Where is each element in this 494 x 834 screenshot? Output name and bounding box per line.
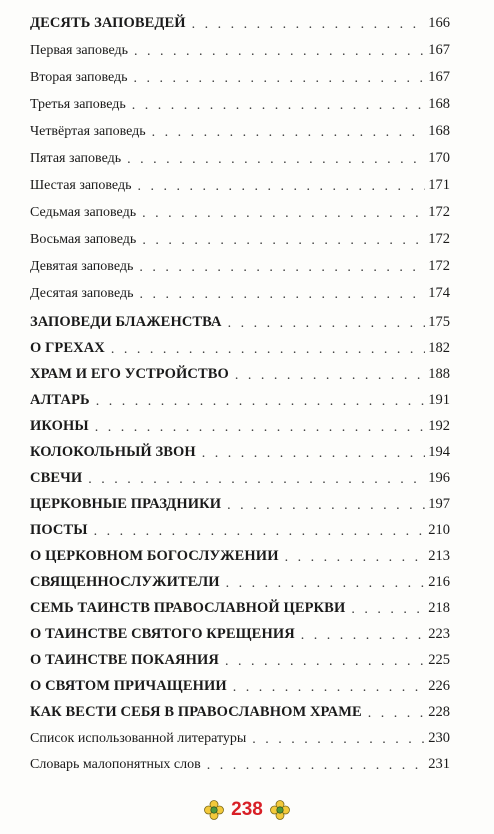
toc-entry-title: О ТАИНСТВЕ ПОКАЯНИЯ bbox=[30, 652, 219, 668]
toc-entry bbox=[30, 491, 450, 513]
toc-entry bbox=[30, 569, 450, 591]
toc-entry-page: 168 bbox=[428, 96, 450, 112]
toc-entry-page: 188 bbox=[428, 366, 450, 382]
toc-entry-page: 191 bbox=[428, 392, 450, 408]
toc-entry-page: 230 bbox=[428, 730, 450, 746]
toc-entry bbox=[30, 465, 450, 487]
toc-entry-page: 167 bbox=[428, 42, 450, 58]
toc-entry bbox=[30, 413, 450, 435]
dot-leader bbox=[233, 681, 426, 695]
toc-entry-title: КАК ВЕСТИ СЕБЯ В ПРАВОСЛАВНОМ ХРАМЕ bbox=[30, 704, 362, 720]
dot-leader bbox=[94, 525, 426, 539]
dot-leader bbox=[152, 126, 426, 140]
toc-entry-page: 216 bbox=[428, 574, 450, 590]
toc-entry bbox=[30, 699, 450, 721]
dot-leader bbox=[225, 655, 425, 669]
toc-entry-title: ПОСТЫ bbox=[30, 522, 88, 538]
dot-leader bbox=[127, 153, 425, 167]
page-number: 238 bbox=[231, 799, 263, 820]
toc-entry-title: КОЛОКОЛЬНЫЙ ЗВОН bbox=[30, 444, 196, 460]
toc-entry-page: 166 bbox=[428, 15, 450, 31]
toc-entry-title: Восьмая заповедь bbox=[30, 232, 137, 247]
toc-entry-page: 228 bbox=[428, 704, 450, 720]
toc-entry-title: АЛТАРЬ bbox=[30, 392, 90, 408]
toc-entry-page: 182 bbox=[428, 340, 450, 356]
toc-entry-title: ИКОНЫ bbox=[30, 418, 89, 434]
toc-entry-title: Первая заповедь bbox=[30, 43, 129, 58]
toc-entry-title: Пятая заповедь bbox=[30, 151, 122, 166]
toc-entry-title: СВЕЧИ bbox=[30, 470, 83, 486]
toc-entry bbox=[30, 309, 450, 331]
toc-entry-title: Шестая заповедь bbox=[30, 178, 132, 193]
toc-entry-page: 170 bbox=[428, 150, 450, 166]
toc-entry-page: 175 bbox=[428, 314, 450, 330]
toc-entry-title: Третья заповедь bbox=[30, 97, 126, 112]
toc-entry-page: 231 bbox=[428, 756, 450, 772]
toc-entry-page: 171 bbox=[428, 177, 450, 193]
dot-leader bbox=[140, 288, 426, 302]
toc-entry-title: ЦЕРКОВНЫЕ ПРАЗДНИКИ bbox=[30, 496, 222, 512]
toc-entry bbox=[30, 199, 450, 221]
toc-entry-title: ДЕСЯТЬ ЗАПОВЕДЕЙ bbox=[30, 15, 186, 31]
toc-entry-title: О ЦЕРКОВНОМ БОГОСЛУЖЕНИИ bbox=[30, 548, 279, 564]
toc-entry-page: 172 bbox=[428, 258, 450, 274]
dot-leader bbox=[137, 180, 425, 194]
toc-entry bbox=[30, 280, 450, 302]
flower-icon bbox=[269, 799, 291, 821]
dot-leader bbox=[235, 369, 425, 383]
toc-entry bbox=[30, 751, 450, 773]
toc-entry-title: СВЯЩЕННОСЛУЖИТЕЛИ bbox=[30, 574, 220, 590]
toc-entry-title: Десятая заповедь bbox=[30, 286, 134, 301]
toc-entry bbox=[30, 543, 450, 565]
dot-leader bbox=[134, 45, 425, 59]
toc-entry bbox=[30, 10, 450, 32]
toc-entry bbox=[30, 145, 450, 167]
toc-entry-title: ЗАПОВЕДИ БЛАЖЕНСТВА bbox=[30, 314, 222, 330]
toc-entry-page: 192 bbox=[428, 418, 450, 434]
toc-entry-page: 210 bbox=[428, 522, 450, 538]
dot-leader bbox=[132, 99, 425, 113]
toc-entry bbox=[30, 172, 450, 194]
dot-leader bbox=[351, 603, 425, 617]
toc-entry-title: Четвёртая заповедь bbox=[30, 124, 146, 139]
dot-leader bbox=[95, 421, 426, 435]
dot-leader bbox=[142, 207, 425, 221]
toc-entry-page: 223 bbox=[428, 626, 450, 642]
toc-entry bbox=[30, 361, 450, 383]
toc-entry bbox=[30, 335, 450, 357]
toc-entry-page: 213 bbox=[428, 548, 450, 564]
toc-entry bbox=[30, 647, 450, 669]
toc-entry-title: Седьмая заповедь bbox=[30, 205, 137, 220]
flower-icon bbox=[203, 799, 225, 821]
toc-entry bbox=[30, 64, 450, 86]
toc-entry-title: Словарь малопонятных слов bbox=[30, 757, 201, 772]
dot-leader bbox=[96, 395, 426, 409]
toc-entry-title: О ТАИНСТВЕ СВЯТОГО КРЕЩЕНИЯ bbox=[30, 626, 295, 642]
toc-entry-page: 172 bbox=[428, 231, 450, 247]
dot-leader bbox=[207, 759, 426, 773]
dot-leader bbox=[285, 551, 426, 565]
dot-leader bbox=[227, 499, 425, 513]
toc-entry bbox=[30, 439, 450, 461]
toc-entry bbox=[30, 595, 450, 617]
page-footer bbox=[0, 795, 494, 825]
dot-leader bbox=[368, 707, 425, 721]
toc-entry bbox=[30, 673, 450, 695]
toc-entry-page: 174 bbox=[428, 285, 450, 301]
toc-entry bbox=[30, 91, 450, 113]
toc-entry-page: 196 bbox=[428, 470, 450, 486]
toc-entry-page: 226 bbox=[428, 678, 450, 694]
toc-entry bbox=[30, 118, 450, 140]
toc-entry-title: О СВЯТОМ ПРИЧАЩЕНИИ bbox=[30, 678, 227, 694]
dot-leader bbox=[192, 18, 426, 32]
dot-leader bbox=[88, 473, 425, 487]
toc-entry bbox=[30, 387, 450, 409]
toc-entry-page: 218 bbox=[428, 600, 450, 616]
toc-entry bbox=[30, 37, 450, 59]
toc-entry-page: 167 bbox=[428, 69, 450, 85]
toc-entry-page: 194 bbox=[428, 444, 450, 460]
toc-entry-title: Девятая заповедь bbox=[30, 259, 134, 274]
dot-leader bbox=[202, 447, 425, 461]
toc-entry-title: Список использованной литературы bbox=[30, 731, 247, 746]
toc-entry-title: О ГРЕХАХ bbox=[30, 340, 105, 356]
toc-entry bbox=[30, 226, 450, 248]
toc-entry-page: 197 bbox=[428, 496, 450, 512]
toc-entry-title: СЕМЬ ТАИНСТВ ПРАВОСЛАВНОЙ ЦЕРКВИ bbox=[30, 600, 346, 616]
toc-entry bbox=[30, 253, 450, 275]
toc-entry-page: 172 bbox=[428, 204, 450, 220]
toc-entry bbox=[30, 621, 450, 643]
dot-leader bbox=[301, 629, 425, 643]
dot-leader bbox=[142, 234, 425, 248]
toc-entry-title: ХРАМ И ЕГО УСТРОЙСТВО bbox=[30, 366, 229, 382]
toc-entry bbox=[30, 517, 450, 539]
toc-entry bbox=[30, 725, 450, 747]
toc-entry-title: Вторая заповедь bbox=[30, 70, 128, 85]
toc-entry-page: 168 bbox=[428, 123, 450, 139]
dot-leader bbox=[139, 261, 425, 275]
dot-leader bbox=[226, 577, 426, 591]
dot-leader bbox=[111, 343, 425, 357]
dot-leader bbox=[252, 733, 425, 747]
dot-leader bbox=[228, 317, 426, 331]
dot-leader bbox=[134, 72, 426, 86]
toc-entry-page: 225 bbox=[428, 652, 450, 668]
